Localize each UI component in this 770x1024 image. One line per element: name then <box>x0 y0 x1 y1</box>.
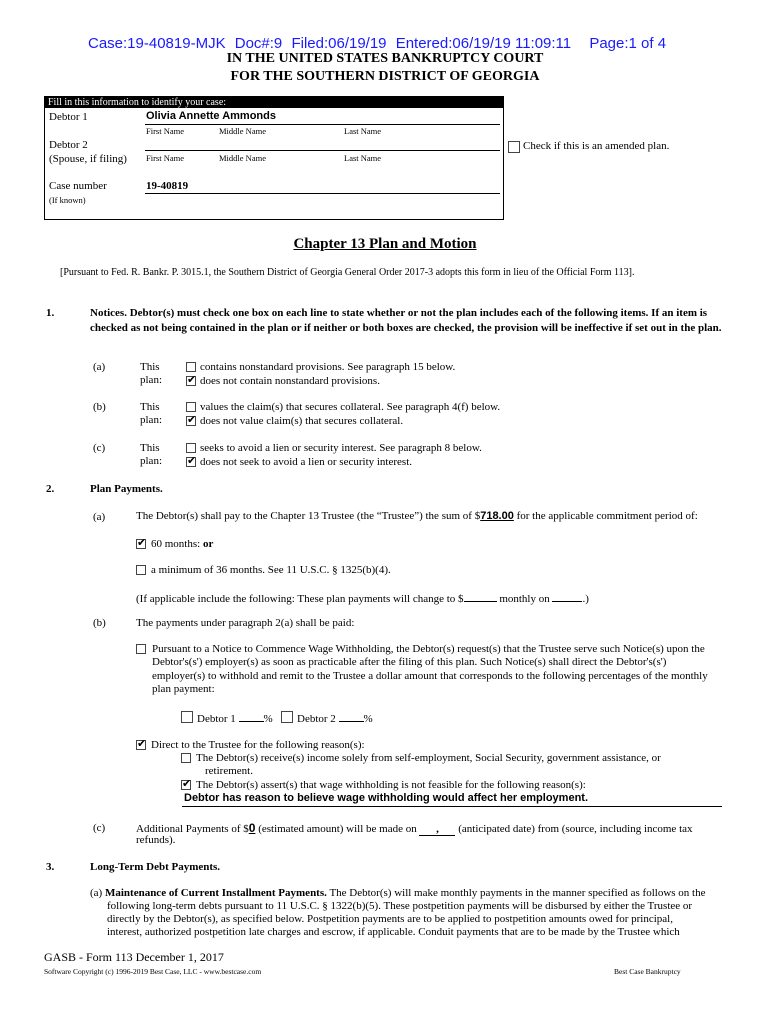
debtor2-pct-checkbox[interactable] <box>281 711 293 723</box>
section-3a-line3: directly by the Debtor(s), as specified below. Postpetition payments are to be applied to postpetition amounts owed for principal, <box>107 913 673 925</box>
item-1b-not-value-label: does not value claim(s) that secures collateral. <box>200 415 404 427</box>
section-1-number: 1. <box>46 307 55 319</box>
sixty-months-label: 60 months: or <box>151 538 214 550</box>
section-3a-line2: following long-term debts pursuant to 11 U.S.C. § 1322(b)(5). These postpetition payments will be disbursed by either the Trustee or <box>107 900 693 912</box>
reason-fill-line <box>182 806 722 807</box>
item-1b-values-label: values the claim(s) that secures collateral. See paragraph 4(f) below. <box>200 401 501 413</box>
debtor2-pct-field[interactable] <box>339 711 364 722</box>
debtor1-name: Olivia Annette Ammonds <box>146 110 276 122</box>
item-1b-plan: plan: <box>140 414 162 426</box>
debtor2-name-line[interactable] <box>145 150 500 151</box>
section-1-notices: Notices. Debtor(s) must check one box on each line to state whether or not the plan includes each of the following items. If an item is checked as not being contained in the plan or if neither or both boxes are checked, the provision will be ineffective if set out in the plan. <box>90 307 722 334</box>
item-1c-seeks-checkbox[interactable] <box>186 443 196 453</box>
case-id-box-header: Fill in this information to identify your case: <box>45 97 503 108</box>
item-1c-plan: plan: <box>140 455 162 467</box>
debtor2-label: Debtor 2 <box>49 139 88 151</box>
payment-amount[interactable]: 718.00 <box>480 510 514 522</box>
section-3a-line4: interest, authorized postpetition late charges and escrow, if applicable. Conduit payments that are to be made by the Trustee which <box>107 926 680 938</box>
item-1b-values-checkbox[interactable] <box>186 402 196 412</box>
check-mark-icon: ✔ <box>187 373 197 386</box>
stamp-filed: Filed:06/19/19 <box>291 35 387 52</box>
check-mark-icon: ✔ <box>187 454 197 467</box>
item-1c-label: (c) <box>93 442 106 454</box>
section-3a-line1: (a) Maintenance of Current Installment Payments. The Debtor(s) will make monthly payments in the manner specified as follows on the <box>90 887 706 899</box>
footer-copyright: Software Copyright (c) 1996-2019 Best Case, LLC - www.bestcase.com <box>44 967 262 976</box>
item-1a-label: (a) <box>93 361 106 373</box>
plan-change-date-field[interactable] <box>552 591 582 602</box>
debtor1-pct: Debtor 1 % <box>197 713 273 725</box>
item-1a-not-contain-label: does not contain nonstandard provisions. <box>200 375 380 387</box>
item-1b-this: This <box>140 401 160 413</box>
item-2a-label: (a) <box>93 511 106 523</box>
debtor2-spouse-label: (Spouse, if filing) <box>49 153 127 165</box>
check-mark-icon: ✔ <box>182 777 192 790</box>
direct-to-trustee-label: Direct to the Trustee for the following reason(s): <box>151 739 365 751</box>
direct-to-trustee-checkbox[interactable] <box>136 737 147 750</box>
minimum-36-label: a minimum of 36 months. See 11 U.S.C. § 1325(b)(4). <box>151 564 391 576</box>
self-employment-label-cont: retirement. <box>205 765 253 777</box>
item-2b-text: The payments under paragraph 2(a) shall be paid: <box>136 617 355 629</box>
reason-fill-text[interactable]: Debtor has reason to believe wage withholding would affect her employment. <box>184 792 589 804</box>
debtor1-first-caption: First Name <box>146 126 185 136</box>
item-2a-pre: The Debtor(s) shall pay to the Chapter 13 Trustee (the “Trustee”) the sum of $ <box>136 510 481 522</box>
check-mark-icon: ✔ <box>187 413 197 426</box>
not-feasible-checkbox[interactable] <box>181 777 192 790</box>
item-2c-label: (c) <box>93 822 106 834</box>
item-2c-sentence-cont: refunds). <box>136 834 176 846</box>
debtor1-label: Debtor 1 <box>49 111 88 123</box>
item-2b-label: (b) <box>93 617 106 629</box>
item-1b-label: (b) <box>93 401 106 413</box>
self-employment-label: The Debtor(s) receive(s) income solely from self-employment, Social Security, government assistance, or <box>196 752 661 764</box>
debtor1-last-caption: Last Name <box>344 126 382 136</box>
item-1c-this: This <box>140 442 160 454</box>
stamp-entered: Entered:06/19/19 11:09:11 <box>395 35 572 52</box>
stamp-doc: Doc#:9 <box>234 35 283 52</box>
debtor1-pct-checkbox[interactable] <box>181 711 193 723</box>
debtor2-pct: Debtor 2 % <box>297 713 373 725</box>
amended-plan-label: Check if this is an amended plan. <box>523 140 670 152</box>
section-3-title: Long-Term Debt Payments. <box>90 861 221 873</box>
document-title: Chapter 13 Plan and Motion <box>293 236 477 252</box>
check-mark-icon: ✔ <box>137 737 147 750</box>
sixty-months-checkbox[interactable] <box>136 536 147 549</box>
item-2c-sentence: Additional Payments of $0 (estimated amount) will be made on , (anticipated date) from (source, including income tax <box>136 821 693 835</box>
debtor2-middle-caption: Middle Name <box>219 153 266 163</box>
court-heading-2: FOR THE SOUTHERN DISTRICT OF GEORGIA <box>230 69 540 84</box>
item-1c-not-seek-checkbox[interactable] <box>186 454 197 467</box>
if-applicable-line: (If applicable include the following: These plan payments will change to $ monthly on .) <box>136 593 589 605</box>
filing-stamp <box>88 35 666 52</box>
self-employment-checkbox[interactable] <box>181 753 191 763</box>
debtor2-last-caption: Last Name <box>344 153 382 163</box>
case-number-label: Case number <box>49 180 107 192</box>
if-known-label: (If known) <box>49 195 86 205</box>
item-2a-sentence <box>136 510 698 522</box>
pursuant-note: [Pursuant to Fed. R. Bankr. P. 3015.1, the Southern District of Georgia General Order 2017-3 adopts this form in lieu of the Official Form 113]. <box>60 267 635 278</box>
stamp-case: Case:19-40819-MJK <box>88 35 226 52</box>
debtor1-pct-field[interactable] <box>239 711 264 722</box>
footer-form-id: GASB - Form 113 December 1, 2017 <box>44 950 224 964</box>
stamp-page: Page:1 of 4 <box>589 35 667 52</box>
footer-brand: Best Case Bankruptcy <box>614 967 681 976</box>
item-2a-post: for the applicable commitment period of: <box>513 510 698 522</box>
item-1a-contains-label: contains nonstandard provisions. See paragraph 15 below. <box>200 361 456 373</box>
item-1c-seeks-label: seeks to avoid a lien or security interest. See paragraph 8 below. <box>200 442 482 454</box>
wage-withholding-text: Pursuant to a Notice to Commence Wage Withholding, the Debtor(s) request(s) that the Trustee serve such Notice(s) upon the Debtor's(s') employer(s) as soon as practicable after the filing of this plan. Such Notice(s) shall direct the Debtor's(s') employer(s) to withhold and remit to the Trustee a dollar amount that corresponds to the following percentages of the monthly plan payment: <box>152 643 708 695</box>
item-1a-plan: plan: <box>140 374 162 386</box>
item-1a-contains-checkbox[interactable] <box>186 362 196 372</box>
check-mark-icon: ✔ <box>137 536 147 549</box>
debtor2-first-caption: First Name <box>146 153 185 163</box>
not-feasible-label: The Debtor(s) assert(s) that wage withholding is not feasible for the following reason(s): <box>196 779 586 791</box>
debtor1-name-line <box>145 124 500 125</box>
item-1a-not-contain-checkbox[interactable] <box>186 373 197 386</box>
item-1a-this: This <box>140 361 160 373</box>
item-1c-not-seek-label: does not seek to avoid a lien or security interest. <box>200 456 412 468</box>
section-3-number: 3. <box>46 861 55 873</box>
case-number-line <box>145 193 500 194</box>
court-heading-1: IN THE UNITED STATES BANKRUPTCY COURT <box>226 51 544 66</box>
anticipated-date-field[interactable]: , <box>419 823 455 836</box>
section-2-title: Plan Payments. <box>90 483 163 495</box>
section-2-number: 2. <box>46 483 55 495</box>
plan-change-amount-field[interactable] <box>464 591 497 602</box>
case-number-value: 19-40819 <box>146 180 189 192</box>
item-1b-not-value-checkbox[interactable] <box>186 413 197 426</box>
amended-plan-checkbox[interactable] <box>508 141 520 153</box>
debtor1-middle-caption: Middle Name <box>219 126 266 136</box>
wage-withholding-checkbox[interactable] <box>136 644 146 654</box>
additional-payment-amount[interactable]: 0 <box>248 821 256 835</box>
minimum-36-checkbox[interactable] <box>136 565 146 575</box>
